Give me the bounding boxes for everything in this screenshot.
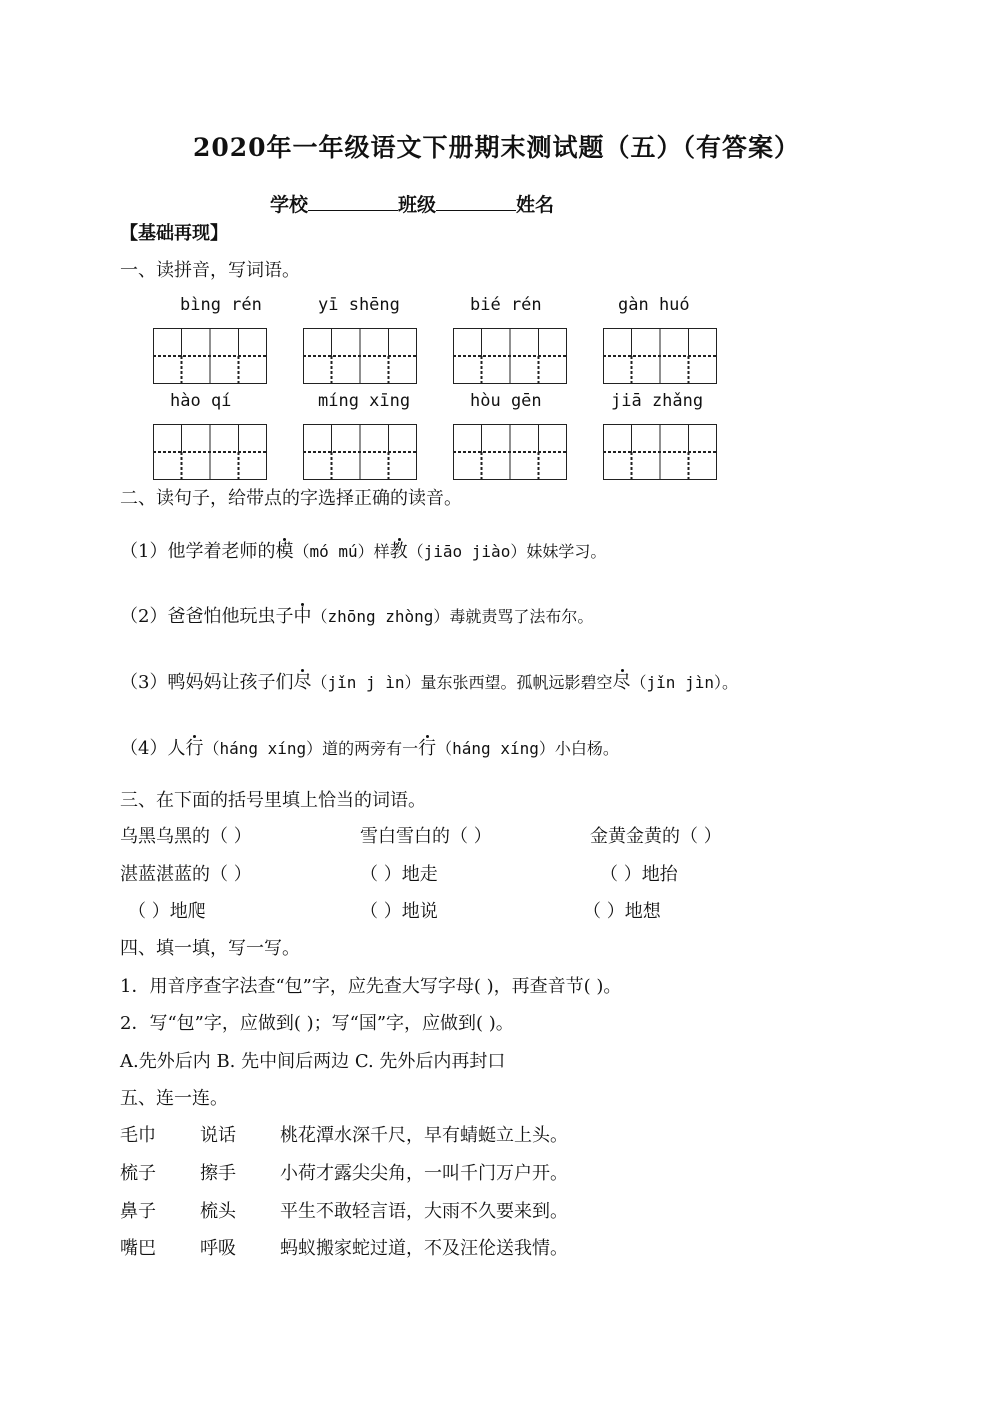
- q3-heading: 三、在下面的括号里填上恰当的词语。: [120, 790, 426, 811]
- sentence-text: （zhōng zhòng）毒就责骂了法布尔。: [311, 607, 594, 626]
- match-left: 鼻子: [120, 1201, 156, 1222]
- sentence-text: （jǐn jìn）。: [630, 673, 738, 692]
- q2-sentence-3: [120, 668, 738, 694]
- writing-grid[interactable]: [303, 328, 416, 383]
- match-left: 嘴巴: [120, 1238, 156, 1259]
- class-label: 班级: [398, 194, 437, 216]
- match-right: 桃花潭水深千尺，早有蜻蜓立上头。: [280, 1125, 568, 1146]
- writing-grid[interactable]: [153, 328, 266, 383]
- pinyin-label: bìng rén: [180, 295, 262, 315]
- pinyin-label: gàn huó: [618, 295, 690, 315]
- match-left: 梳子: [120, 1163, 156, 1184]
- dotted-char: 行: [418, 738, 437, 759]
- q4-line-1: 1．用音序查字法查“包”字，应先查大写字母( )，再查音节( )。: [120, 976, 622, 997]
- pinyin-label: bié rén: [470, 295, 542, 315]
- writing-grid[interactable]: [603, 424, 716, 479]
- sentence-text: （jǐn j ìn）量东张西望。孤帆远影碧空: [311, 673, 613, 692]
- fill-item: 乌黑乌黑的（ ）: [120, 826, 252, 847]
- match-middle: 说话: [200, 1125, 236, 1146]
- section-header: 【基础再现】: [120, 223, 228, 244]
- fill-item: （ ）地走: [360, 864, 438, 885]
- q4-line-2: 2．写“包”字，应做到( )；写“国”字，应做到( )。: [120, 1013, 514, 1034]
- match-middle: 擦手: [200, 1163, 236, 1184]
- writing-grid[interactable]: [453, 328, 566, 383]
- fill-item: 雪白雪白的（ ）: [360, 826, 492, 847]
- sentence-text: （jiāo jiào）妹妹学习。: [407, 542, 607, 561]
- dotted-char: 尽: [612, 672, 631, 693]
- class-field[interactable]: [436, 192, 516, 211]
- q2-sentence-4: [120, 734, 619, 760]
- writing-grid[interactable]: [303, 424, 416, 479]
- q4-heading: 四、填一填，写一写。: [120, 938, 300, 959]
- dotted-char: 教: [389, 541, 408, 562]
- sentence-text: （mó mú）样: [293, 542, 390, 561]
- writing-grid[interactable]: [153, 424, 266, 479]
- sentence-text: （4）人: [120, 738, 186, 759]
- fill-item: 湛蓝湛蓝的（ ）: [120, 864, 252, 885]
- pinyin-label: yī shēng: [318, 295, 400, 315]
- q4-options: A.先外后内 B. 先中间后两边 C. 先外后内再封口: [120, 1051, 506, 1072]
- match-right: 平生不敢轻言语，大雨不久要来到。: [280, 1201, 568, 1222]
- dotted-char: 行: [185, 738, 204, 759]
- school-label: 学校: [270, 194, 309, 216]
- fill-item: （ ）地想: [583, 901, 661, 922]
- sentence-text: （2）爸爸怕他玩虫子: [120, 606, 294, 627]
- fill-item: （ ）地抬: [600, 864, 678, 885]
- writing-grid[interactable]: [603, 328, 716, 383]
- match-right: 小荷才露尖尖角，一叫千门万户开。: [280, 1163, 568, 1184]
- sentence-text: （3）鸭妈妈让孩子们: [120, 672, 294, 693]
- fill-item: （ ）地说: [360, 901, 438, 922]
- q5-heading: 五、连一连。: [120, 1088, 228, 1109]
- sentence-text: （1）他学着老师的: [120, 541, 276, 562]
- name-label: 姓名: [516, 194, 555, 216]
- sentence-text: （háng xíng）小白杨。: [436, 739, 619, 758]
- pinyin-label: míng xīng: [318, 391, 411, 411]
- pinyin-label: hòu gēn: [470, 391, 542, 411]
- match-middle: 梳头: [200, 1201, 236, 1222]
- fill-item: 金黄金黄的（ ）: [590, 826, 722, 847]
- match-middle: 呼吸: [200, 1238, 236, 1259]
- dotted-char: 尽: [293, 672, 312, 693]
- dotted-char: 模: [275, 541, 294, 562]
- school-field[interactable]: [308, 192, 398, 211]
- dotted-char: 中: [293, 606, 312, 627]
- pinyin-label: hào qí: [170, 391, 232, 411]
- page-title: 2020年一年级语文下册期末测试题（五）（有答案）: [192, 133, 801, 162]
- q1-heading: 一、读拼音，写词语。: [120, 260, 300, 281]
- match-left: 毛巾: [120, 1125, 156, 1146]
- q2-sentence-1: [120, 537, 606, 563]
- match-right: 蚂蚁搬家蛇过道，不及汪伦送我情。: [280, 1238, 568, 1259]
- sentence-text: （háng xíng）道的两旁有一: [203, 739, 419, 758]
- writing-grid[interactable]: [453, 424, 566, 479]
- pinyin-label: jiā zhǎng: [611, 391, 704, 411]
- q2-heading: 二、读句子，给带点的字选择正确的读音。: [120, 488, 462, 509]
- q2-sentence-2: [120, 602, 593, 628]
- student-info: [270, 190, 554, 217]
- fill-item: （ ）地爬: [128, 901, 206, 922]
